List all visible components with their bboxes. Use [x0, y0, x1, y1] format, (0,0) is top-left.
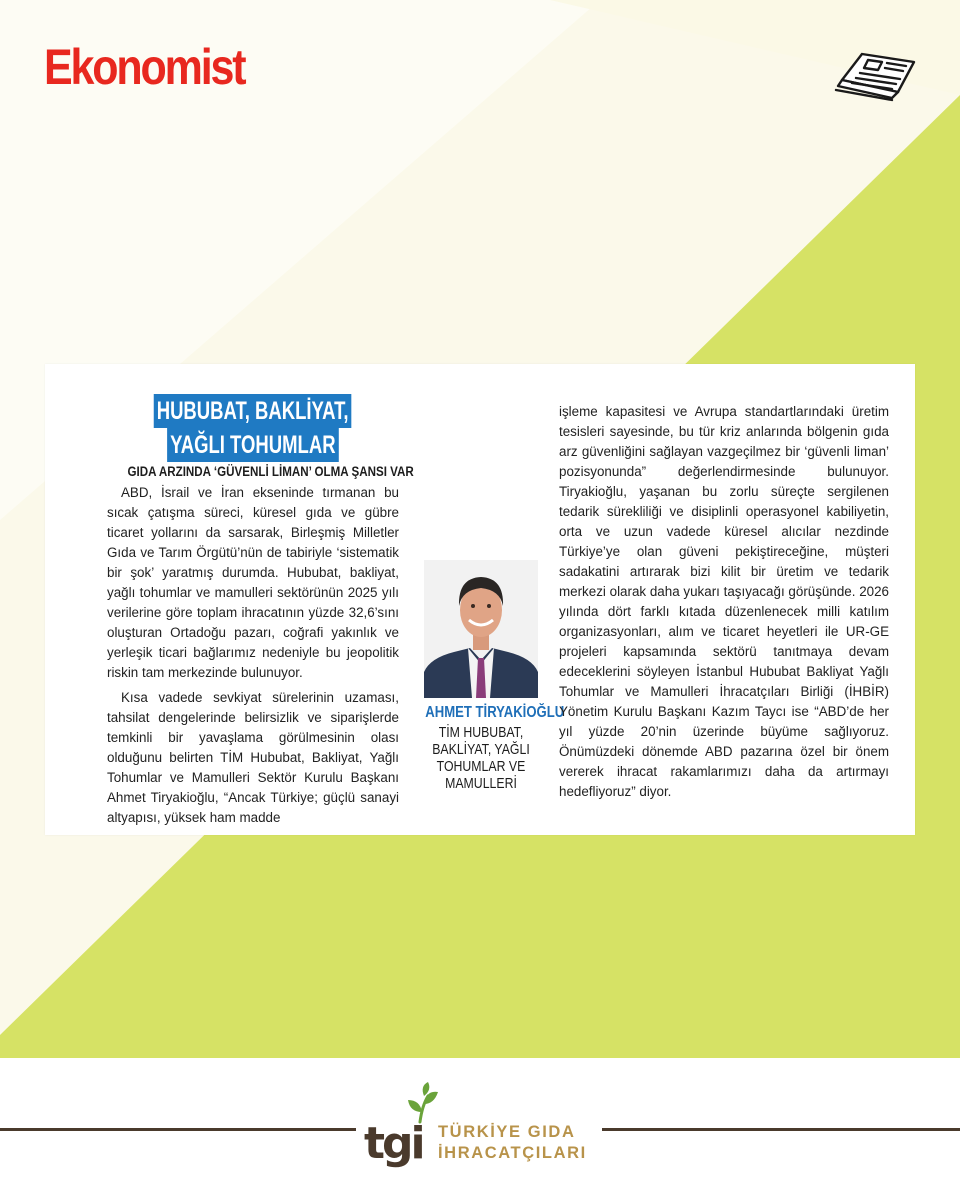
- paragraph: ABD, İsrail ve İran ekseninde tırmanan bu sıcak çatışma süreci, küresel gıda ve gübre ticaret yollarını da sarsarak, Birleşmiş Milletler Gıda ve Tarım Örgütü’nün de tabiriyle ‘sistematik bir şok’ yaratmış durumda. Hububat, bakliyat, yağlı tohumlar ve mamulleri sektörünün 2025 yılı verilerine göre toplam ihracatının yüzde 32,6’sını oluşturan Ortadoğu pazarı, coğrafi yakınlık ve yerleşik ticari bağlarımız nedeniyle bu jeopolitik riskin tam merkezinde bulunuyor.: [107, 485, 399, 680]
- caption-title-line: BAKLİYAT, YAĞLI: [432, 741, 530, 758]
- article-body-left: [107, 483, 399, 828]
- caption-title-line: TİM HUBUBAT,: [438, 724, 524, 741]
- portrait-photo: [424, 560, 538, 698]
- ekonomist-logo: Ekonomist: [44, 39, 245, 95]
- tgi-wordmark-line-2: İHRACATÇILARI: [438, 1144, 587, 1162]
- caption-title-line: MAMULLERİ: [445, 775, 517, 792]
- headline-line-1: HUBUBAT, BAKLİYAT,: [154, 394, 352, 428]
- newspaper-icon: [834, 46, 918, 102]
- tgi-wordmark-line-1: TÜRKİYE GIDA: [438, 1123, 576, 1141]
- article-body-right: işleme kapasitesi ve Avrupa standartlarındaki üretim tesisleri sayesinde, bu tür kriz anlarında bölgenin gıda arz güvenliğini sağlayan vazgeçilmez bir ‘güvenli liman’ pozisyonunda” değerlendirmesinde bulunuyor. Tiryakioğlu, yaşanan bu zorlu süreçte sergilenen tedarik sürekliliği ve disiplinli operasyonel kabiliyetin, orta ve uzun vadede küresel alıcılar nezdinde Türkiye’ye olan güveni pekiştireceğine, müşteri sadakatini artırarak bizi kilit bir üretim ve tedarik merkezi olarak daha yukarı taşıyacağı görüşünde. 2026 yılında dört farklı kıtada düzenlenecek milli katılım organizasyonları, alım ve ticaret heyetleri ile UR-GE projeleri kapsamında sektörü tanıtmaya devam edeceklerini söyleyen İstanbul Hububat Bakliyat Yağlı Tohumlar ve Mamulleri İhracatçıları Birliği (İHBİR) Yönetim Kurulu Başkanı Kazım Taycı ise “ABD’de her yıl yüzde 20’nin üzerinde büyüme sağlıyoruz. Önümüzdeki dönemde ABD pazarına özel bir önem vererek ihracat rakamlarımızı daha da artırmayı hedefliyoruz” diyor.: [559, 404, 889, 799]
- caption-title: [425, 724, 537, 792]
- caption-name: AHMET TİRYAKİOĞLU: [425, 704, 565, 721]
- tgi-logo: [362, 1082, 442, 1174]
- footer-divider-right: [602, 1128, 960, 1131]
- article-left-column: [107, 394, 414, 828]
- paragraph: Kısa vadede sevkiyat sürelerinin uzaması, tahsilat dengelerinde belirsizlik ve siparişlerde temkinli bir yavaşlama görülmesinin olası olduğunu belirten TİM Hububat, Bakliyat, Yağlı Tohumlar ve Mamulleri Sektör Kurulu Başkanı Ahmet Tiryakioğlu, “Ancak Türkiye; güçlü sanayi altyapısı, yüksek ham madde: [107, 690, 399, 825]
- tgi-logo-mark: tgi: [364, 1118, 423, 1169]
- newspaper-clipping: [45, 364, 915, 835]
- subheadline: GIDA ARZINDA ‘GÜVENLİ LİMAN’ OLMA ŞANSI VAR: [127, 464, 414, 479]
- headline: [107, 394, 399, 462]
- footer: [0, 1058, 960, 1200]
- caption-title-line: TOHUMLAR VE: [436, 758, 526, 775]
- headline-line-2: YAĞLI TOHUMLAR: [167, 428, 338, 462]
- portrait-block: [413, 560, 565, 792]
- footer-divider-left: [0, 1128, 356, 1131]
- tgi-wordmark: [438, 1122, 587, 1164]
